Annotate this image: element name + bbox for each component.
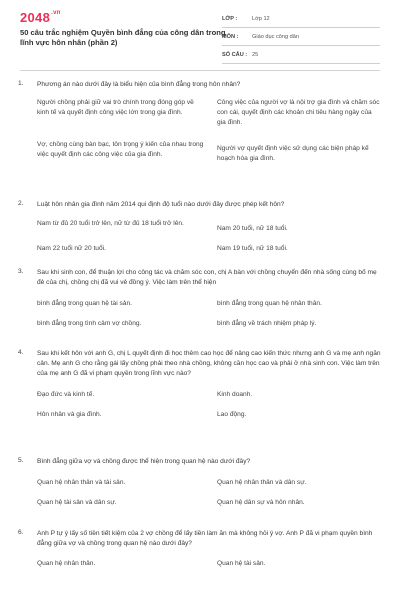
options	[37, 478, 382, 508]
option-a[interactable]: Người chồng phải giữ vai trò chính trong đóng góp về kinh tế và quyết định công việc lớn trong gia đình.	[37, 99, 194, 116]
question-text: Anh P tự ý lấy số tiền tiết kiệm của 2 vợ chồng để lấy tiền làm ăn mà không hỏi ý vợ. Anh P đã vi phạm quyền bình đẳng giữa vợ và chồng trong quan hệ nào dưới đây?	[37, 530, 373, 547]
option-b[interactable]: Kinh doanh.	[217, 391, 253, 398]
question-4	[0, 349, 400, 457]
option-c[interactable]: Hôn nhân và gia đình.	[37, 411, 102, 418]
options	[37, 219, 382, 254]
option-d[interactable]: bình đẳng về trách nhiệm pháp lý.	[217, 320, 317, 327]
option-d[interactable]: Nam 19 tuổi, nữ 18 tuổi.	[217, 245, 288, 252]
option-c[interactable]: Nam 22 tuổi nữ 20 tuổi.	[37, 245, 106, 252]
question-text: Sau khi kết hôn với anh G, chị L quyết định đi học thêm cao học để nâng cao kiến thức nhưng anh G và mẹ anh ngăn cản. Mẹ anh G cho rằng gái lấy chồng phải theo nhà chồng, không cần học cao và phải ở nhà sinh con. Việc làm trên của mẹ anh G đã vi phạm quyền trong lĩnh vực nào?	[37, 350, 381, 377]
option-c[interactable]: Quan hệ tài sản và dân sự.	[37, 499, 117, 506]
document-title: 50 câu trắc nghiệm Quyền bình đẳng của công dân trong lĩnh vực hôn nhân (phần 2)	[20, 28, 226, 47]
options	[37, 559, 382, 569]
meta-key: LỚP :	[222, 15, 238, 22]
option-b[interactable]: Công việc của người vợ là nội trợ gia đình và chăm sóc con cái, quyết định các khoản chi tiêu hàng ngày của gia đình.	[217, 99, 380, 126]
meta-key: SỐ CÂU :	[222, 51, 248, 58]
option-d[interactable]: Người vợ quyết định việc sử dụng các biện pháp kế hoạch hóa gia đình.	[217, 145, 369, 162]
question-text: Luật hôn nhân gia đình năm 2014 qui định độ tuổi nào dưới đây được phép kết hôn?	[37, 201, 285, 208]
question-list	[0, 80, 400, 579]
question-1	[0, 80, 400, 200]
option-d[interactable]: Quan hệ dân sự và hôn nhân.	[217, 499, 305, 506]
meta-key: MÔN :	[222, 33, 239, 40]
question-number: 1.	[18, 80, 24, 87]
question-text: Sau khi sinh con, để thuận lợi cho công tác và chăm sóc con, chị A bàn với chồng chuyển đến nhà sống cùng bố mẹ đẻ của chị, chồng chị đã vui vẻ đồng ý. Việc làm trên thể hiện	[37, 269, 377, 286]
option-a[interactable]: bình đẳng trong quan hệ tài sản.	[37, 300, 132, 307]
option-c[interactable]: Vợ, chồng cùng bàn bạc, tôn trọng ý kiến của nhau trong việc quyết định các công việc của gia đình.	[37, 141, 204, 158]
option-b[interactable]: Quan hệ nhân thân và dân sự.	[217, 479, 307, 486]
site-logo[interactable]	[20, 10, 61, 25]
question-text: Bình đẳng giữa vợ và chồng được thể hiện trong quan hệ nào dưới đây?	[37, 458, 251, 465]
question-number: 3.	[18, 268, 24, 275]
meta-table	[222, 10, 380, 64]
meta-value: Lớp 12	[252, 15, 270, 22]
options	[37, 98, 382, 164]
question-number: 5.	[18, 457, 24, 464]
question-2	[0, 200, 400, 268]
question-number: 4.	[18, 349, 24, 356]
option-a[interactable]: Quan hệ nhân thân và tài sản.	[37, 479, 126, 486]
options	[37, 390, 382, 420]
options	[37, 299, 382, 329]
meta-row-class	[222, 10, 380, 28]
question-number: 2.	[18, 200, 24, 207]
option-b[interactable]: Quan hệ tài sản.	[217, 560, 266, 567]
option-b[interactable]: bình đẳng trong quan hệ nhân thân.	[217, 300, 322, 307]
meta-row-subject	[222, 28, 380, 46]
document-header	[0, 0, 400, 68]
logo-suffix: .vn	[51, 10, 61, 16]
question-text: Phương án nào dưới đây là biểu hiện của bình đẳng trong hôn nhân?	[37, 81, 241, 88]
question-6	[0, 529, 400, 579]
meta-value: Giáo dục công dân	[252, 33, 299, 40]
logo-text: 2048	[20, 10, 51, 25]
option-d[interactable]: Lao động.	[217, 411, 247, 418]
question-5	[0, 457, 400, 529]
option-b[interactable]: Nam 20 tuổi, nữ 18 tuổi.	[217, 225, 288, 232]
meta-row-count	[222, 46, 380, 64]
question-3	[0, 268, 400, 349]
question-number: 6.	[18, 529, 24, 536]
header-divider	[20, 70, 380, 71]
option-a[interactable]: Nam từ đủ 20 tuổi trở lên, nữ từ đủ 18 tuổi trở lên.	[37, 220, 184, 227]
meta-value: 25	[252, 51, 259, 58]
option-a[interactable]: Quan hệ nhân thân.	[37, 560, 96, 567]
option-c[interactable]: bình đẳng trong tình cảm vợ chồng.	[37, 320, 142, 327]
option-a[interactable]: Đạo đức và kinh tế.	[37, 391, 95, 398]
